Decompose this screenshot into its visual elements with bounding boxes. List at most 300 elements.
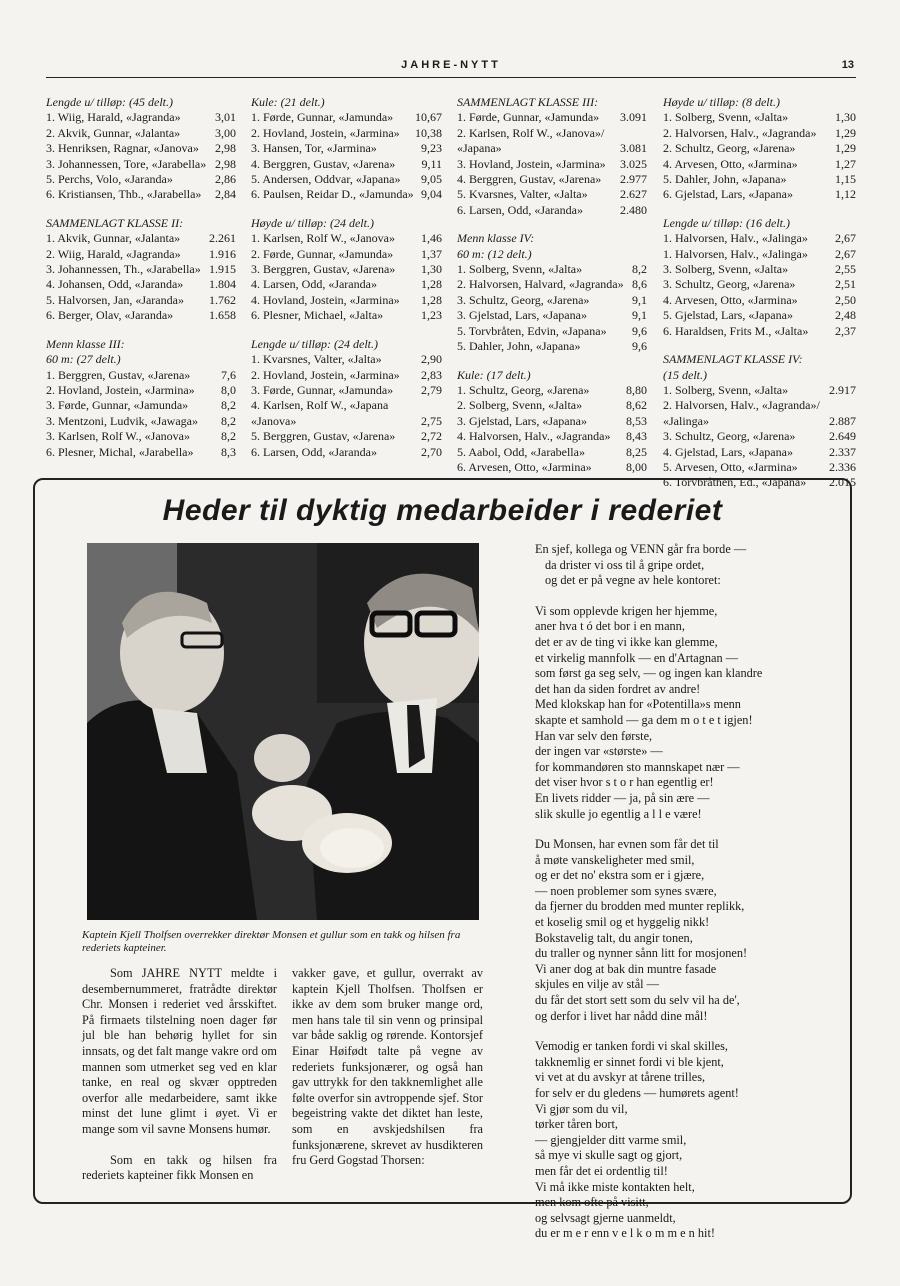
poem-line: takknemlig er sinnet fordi vi ble kjent, (535, 1054, 724, 1069)
result-row (663, 157, 856, 172)
result-row (663, 293, 856, 308)
poem-line: men kom ofte på visitt, (535, 1195, 649, 1210)
result-value: 1.915 (209, 262, 236, 277)
result-name: 6. Kristiansen, Thb., «Jarabella» (46, 187, 202, 202)
result-value: 2,83 (421, 367, 442, 382)
result-value: 2,51 (835, 277, 856, 292)
result-name: «Janova» (251, 413, 297, 428)
poem-line: et koselig smil og et hyggelig nikk! (535, 915, 710, 930)
result-name: 1. Wiig, Harald, «Jagranda» (46, 110, 181, 125)
result-name: 1. Berggren, Gustav, «Jarena» (46, 367, 191, 382)
result-row (663, 110, 856, 125)
result-row (251, 293, 442, 308)
result-row (46, 429, 236, 444)
result-name: 6. Gjelstad, Lars, «Japana» (663, 187, 793, 202)
article-paragraph: vakker gave, et gullur, overrakt av kaptein Kjell Tholfsen. Tholfsen er ikke av dem som bruker mange ord, men hans tale til sin venn og prinsipal var både saklig og rørende. Kontorsjef Einar Høifødt talte på vegne av rederiets funksjonærer, og også han gav uttrykk for den takknemlighet alle følte overfor sin avtroppende sjef. Stor begeistring vakte det diktet han leste, som en avskjedshilsen fra funksjonærene, skrevet av husdikteren fru Gerd Gogstad Thorsen: (292, 966, 483, 1168)
result-value: 2,79 (421, 382, 442, 397)
result-value: 1,15 (835, 172, 856, 187)
result-value: 2.887 (829, 413, 856, 428)
results-column-2 (251, 95, 442, 460)
section-gap (663, 339, 856, 352)
result-value: 8,2 (221, 398, 236, 413)
result-value: 2,55 (835, 262, 856, 277)
result-value: 2,84 (215, 187, 236, 202)
result-row (251, 398, 442, 413)
result-value: 2.627 (620, 187, 647, 202)
result-name: 3. Karlsen, Rolf W., «Janova» (46, 429, 190, 444)
result-row (457, 460, 647, 475)
result-row (457, 110, 647, 125)
result-value: 2.480 (620, 202, 647, 217)
section-heading: Lengde u/ tilløp: (16 delt.) (663, 215, 790, 230)
result-value: 9,1 (632, 308, 647, 323)
result-value: 2.977 (620, 172, 647, 187)
result-row (457, 339, 647, 354)
result-row (457, 414, 647, 429)
section-gap (251, 324, 442, 337)
result-row (46, 398, 236, 413)
poem-line: du er m e r enn v e l k o m m e n hit! (535, 1226, 715, 1241)
result-value: 1,12 (835, 187, 856, 202)
result-name: 1. Solberg, Svenn, «Jalta» (663, 382, 789, 397)
section-heading: Menn klasse III: (46, 336, 125, 351)
result-value: 1.762 (209, 292, 236, 307)
result-name: 6. Torvbråthen, Ed., «Japana» (663, 475, 807, 490)
poem-line: — noen problemer som synes svære, (535, 883, 717, 898)
result-value: 2,50 (835, 292, 856, 307)
result-row (46, 308, 236, 323)
result-name: 5. Andersen, Oddvar, «Japana» (251, 172, 401, 187)
result-value: 8,53 (626, 413, 647, 428)
result-name: 2. Halvorsen, Halv., «Jagranda»/ (663, 398, 820, 413)
result-row (46, 383, 236, 398)
result-value: 1,27 (835, 156, 856, 171)
result-value: 7,6 (221, 367, 236, 382)
result-row (251, 247, 442, 262)
poem-line: Vi må ikke miste kontakten helt, (535, 1179, 695, 1194)
result-name: 4. Halvorsen, Halv., «Jagranda» (457, 429, 611, 444)
result-row (251, 231, 442, 246)
result-row (46, 293, 236, 308)
result-name: 2. Karlsen, Rolf W., «Janova»/ (457, 125, 605, 140)
result-value: 8,80 (626, 382, 647, 397)
result-name: 4. Arvesen, Otto, «Jarmina» (663, 156, 798, 171)
result-name: 1. Karlsen, Rolf W., «Janova» (251, 231, 395, 246)
result-name: 3. Johannessen, Th., «Jarabella» (46, 262, 201, 277)
results-column-4 (663, 95, 856, 491)
poem-line: det viser hvor s t o r han egentlig er! (535, 775, 714, 790)
result-name: 4. Larsen, Odd, «Jaranda» (251, 277, 377, 292)
poem-line: og det er på vegne av hele kontoret: (545, 573, 721, 588)
result-value: 9,11 (421, 156, 442, 171)
result-value: 8,3 (221, 444, 236, 459)
poem-line: Vi aner dog at bak din muntre fasade (535, 961, 717, 976)
result-row (251, 187, 442, 202)
article-body-column-1 (82, 966, 277, 1199)
section-heading: Kule: (21 delt.) (251, 95, 325, 109)
result-name: «Jalinga» (663, 413, 709, 428)
section-heading: Menn klasse IV: (457, 231, 535, 246)
section-subheading: 60 m: (27 delt.) (46, 352, 121, 367)
result-value: 2,48 (835, 308, 856, 323)
poem-line: — gjengjelder ditt varme smil, (535, 1132, 687, 1147)
result-row (46, 187, 236, 202)
result-name: 3. Schultz, Georg, «Jarena» (663, 429, 796, 444)
result-name: 1. Schultz, Georg, «Jarena» (457, 382, 590, 397)
result-row (251, 277, 442, 292)
poem-line: slik skulle jo egentlig a l l e være! (535, 806, 702, 821)
poem-line: tørker tåren bort, (535, 1117, 618, 1132)
result-name: 2. Hovland, Jostein, «Jarmina» (251, 125, 400, 140)
result-name: 4. Arvesen, Otto, «Jarmina» (663, 292, 798, 307)
result-name: 2. Hovland, Jostein, «Jarmina» (251, 367, 400, 382)
result-value: 3,00 (215, 125, 236, 140)
photo-illustration (87, 543, 479, 920)
result-row (251, 414, 442, 429)
poem-stanza (535, 1039, 825, 1242)
page-header (46, 59, 856, 78)
result-value: 2,98 (215, 156, 236, 171)
result-value: 2.649 (829, 429, 856, 444)
poem-line: da drister vi oss til å gripe ordet, (545, 557, 705, 572)
article-body-column-2 (292, 966, 483, 1184)
poem-line: vi vet at du avskyr at tårene trilles, (535, 1070, 706, 1085)
poem-line: Du Monsen, har evnen som får det til (535, 837, 719, 852)
result-name: 6. Paulsen, Reidar D., «Jamunda» (251, 187, 414, 202)
result-row (663, 277, 856, 292)
publication-title: JAHRE-NYTT (401, 59, 501, 71)
result-row (663, 126, 856, 141)
result-name: 3. Førde, Gunnar, «Jamunda» (46, 398, 189, 413)
result-name: 5. Dahler, John, «Japana» (663, 172, 787, 187)
poem-line: å møte vanskeligheter med smil, (535, 852, 695, 867)
section-gap (457, 355, 647, 368)
result-name: 3. Solberg, Svenn, «Jalta» (663, 262, 789, 277)
result-value: 1,46 (421, 231, 442, 246)
poem-line: du får det stort sett som du selv vil ha de', (535, 993, 740, 1008)
result-value: 9,6 (632, 323, 647, 338)
result-name: 3. Schultz, Georg, «Jarena» (663, 277, 796, 292)
result-value: 1,23 (421, 308, 442, 323)
section-gap (251, 203, 442, 216)
result-row (46, 445, 236, 460)
result-row (663, 141, 856, 156)
result-value: 1.658 (209, 308, 236, 323)
result-value: 2,98 (215, 141, 236, 156)
section-subheading: 60 m: (12 delt.) (457, 246, 532, 261)
result-name: 3. Henriksen, Ragnar, «Janova» (46, 141, 199, 156)
farewell-poem (535, 542, 825, 1257)
result-row (663, 429, 856, 444)
poem-line: Vi som opplevde krigen her hjemme, (535, 603, 718, 618)
result-row (457, 172, 647, 187)
result-name: 5. Berggren, Gustav, «Jarena» (251, 429, 396, 444)
result-name: 1. Kvarsnes, Valter, «Jalta» (251, 352, 382, 367)
result-value: 2.015 (829, 475, 856, 490)
result-value: 10,67 (415, 110, 442, 125)
result-name: 4. Gjelstad, Lars, «Japana» (663, 444, 793, 459)
result-value: 1,30 (835, 110, 856, 125)
result-value: 2,67 (835, 231, 856, 246)
result-row (46, 368, 236, 383)
poem-line: det er av de ting vi ikke kan glemme, (535, 634, 718, 649)
poem-stanza (535, 604, 825, 822)
result-row (251, 157, 442, 172)
result-value: 2,67 (835, 246, 856, 261)
result-row (663, 262, 856, 277)
result-row (457, 308, 647, 323)
result-name: 6. Arvesen, Otto, «Jarmina» (457, 459, 592, 474)
poem-line: En livets ridder — ja, på sin ære — (535, 790, 710, 805)
result-row (457, 187, 647, 202)
result-row (46, 157, 236, 172)
result-value: 9,04 (421, 187, 442, 202)
result-value: 1,37 (421, 246, 442, 261)
result-value (644, 126, 647, 141)
result-row (46, 126, 236, 141)
result-row (457, 262, 647, 277)
result-name: 3. Førde, Gunnar, «Jamunda» (251, 382, 394, 397)
result-row (457, 126, 647, 141)
article-box (33, 478, 852, 1241)
result-value: 8,43 (626, 429, 647, 444)
result-row (663, 414, 856, 429)
article-paragraph: Som JAHRE NYTT meldte i desembernummeret, fratrådte direktør Chr. Monsen i rederiet ved årsskiftet. På firmaets tilstelning noen dager før jul ble han behørig hyllet for sin innsats, og det falt mange vakre ord om mannen som utmerket seg ved en klar tanke, en real og skvær opptreden overfor alle medarbeidere, samt ikke minst det lune glimt i øyet. Vi er mange som vil savne Monsens humør. (82, 966, 277, 1136)
article-photo (87, 543, 479, 920)
result-row (251, 141, 442, 156)
section-heading: SAMMENLAGT KLASSE III: (457, 95, 599, 109)
result-value: 9,05 (421, 172, 442, 187)
result-value: 3.091 (620, 110, 647, 125)
result-value: 3,01 (215, 110, 236, 125)
result-name: 5. Dahler, John, «Japana» (457, 339, 581, 354)
poem-line: skapte et samhold — ga dem m o t e t igjen! (535, 712, 753, 727)
result-row (46, 172, 236, 187)
result-row (46, 110, 236, 125)
result-row (251, 368, 442, 383)
poem-line: og selvsagt gjerne uanmeldt, (535, 1210, 676, 1225)
result-name: 1. Solberg, Svenn, «Jalta» (457, 262, 583, 277)
result-row (46, 231, 236, 246)
result-name: 1. Førde, Gunnar, «Jamunda» (251, 110, 394, 125)
result-name: «Japana» (457, 141, 502, 156)
result-row (46, 414, 236, 429)
result-name: 3. Hansen, Tor, «Jarmina» (251, 141, 377, 156)
result-value: 2,70 (421, 444, 442, 459)
result-row (663, 383, 856, 398)
result-name: 2. Schultz, Georg, «Jarena» (663, 141, 796, 156)
result-value: 8,62 (626, 398, 647, 413)
result-name: 2. Halvorsen, Halv., «Jagranda» (663, 125, 817, 140)
result-value: 2,37 (835, 323, 856, 338)
poem-stanza (535, 542, 825, 589)
result-name: 2. Førde, Gunnar, «Jamunda» (251, 246, 394, 261)
result-name: 1. Akvik, Gunnar, «Jalanta» (46, 231, 181, 246)
result-name: 2. Wiig, Harald, «Jagranda» (46, 246, 181, 261)
result-name: 4. Berggren, Gustav, «Jarena» (457, 172, 602, 187)
result-name: 2. Solberg, Svenn, «Jalta» (457, 398, 583, 413)
result-row (46, 141, 236, 156)
result-name: 1. Solberg, Svenn, «Jalta» (663, 110, 789, 125)
section-gap (457, 218, 647, 231)
result-row (663, 398, 856, 413)
poem-line: men får det ei ordentlig til! (535, 1163, 668, 1178)
result-value (439, 398, 442, 413)
result-value: 2,72 (421, 429, 442, 444)
result-name: 4. Berggren, Gustav, «Jarena» (251, 156, 396, 171)
result-row (46, 262, 236, 277)
result-value: 8,6 (632, 277, 647, 292)
results-column-1 (46, 95, 236, 460)
result-name: 4. Hovland, Jostein, «Jarmina» (251, 292, 400, 307)
result-name: 6. Plesner, Michal, «Jarabella» (46, 444, 194, 459)
result-row (457, 429, 647, 444)
result-name: 1. Halvorsen, Halv., «Jalinga» (663, 231, 808, 246)
result-name: 6. Berger, Olav, «Jaranda» (46, 308, 174, 323)
result-value: 8,0 (221, 382, 236, 397)
result-row (457, 398, 647, 413)
section-heading: Høyde u/ tilløp: (8 delt.) (663, 95, 780, 109)
result-value: 2,86 (215, 172, 236, 187)
result-row (251, 352, 442, 367)
result-value: 1.916 (209, 246, 236, 261)
page-number: 13 (841, 59, 854, 71)
result-row (663, 231, 856, 246)
result-name: 3. Hovland, Jostein, «Jarmina» (457, 156, 606, 171)
poem-line: Med klokskap han for «Potentilla»s menn (535, 697, 741, 712)
result-name: 2. Halvorsen, Halvard, «Jagranda» (457, 277, 624, 292)
result-name: 3. Mentzoni, Ludvik, «Jawaga» (46, 413, 198, 428)
result-value: 2.336 (829, 459, 856, 474)
result-row (457, 203, 647, 218)
result-value: 2.261 (209, 231, 236, 246)
result-name: 6. Larsen, Odd, «Jaranda» (457, 202, 583, 217)
section-gap (46, 203, 236, 216)
poem-line: og derfor i livet har nådd dine mål! (535, 1008, 708, 1023)
poem-line: du traller og nynner sånn litt for mosjonen! (535, 946, 748, 961)
result-value: 2.337 (829, 444, 856, 459)
result-row (251, 383, 442, 398)
poem-line: Vemodig er tanken fordi vi skal skilles, (535, 1039, 728, 1054)
poem-line: et virkelig mannfolk — en d'Artagnan — (535, 650, 739, 665)
result-row (457, 383, 647, 398)
section-subheading: (15 delt.) (663, 367, 707, 382)
article-paragraph: Som en takk og hilsen fra rederiets kapteiner fikk Monsen en (82, 1152, 277, 1183)
result-value: 3.081 (620, 141, 647, 156)
result-row (251, 262, 442, 277)
result-value: 10,38 (415, 125, 442, 140)
poem-line: Bokstavelig talt, du angir tonen, (535, 930, 693, 945)
result-value: 1,30 (421, 262, 442, 277)
result-name: 4. Karlsen, Rolf W., «Japana (251, 398, 389, 413)
result-value: 2.917 (829, 382, 856, 397)
poem-line: da fjerner du brodden med munter replikk, (535, 899, 745, 914)
poem-line: aner hva t ó det bor i en mann, (535, 619, 685, 634)
result-row (457, 141, 647, 156)
result-name: 5. Perchs, Volo, «Jaranda» (46, 172, 173, 187)
result-row (46, 247, 236, 262)
result-value: 1,29 (835, 125, 856, 140)
result-name: 5. Halvorsen, Jan, «Jaranda» (46, 292, 184, 307)
result-name: 5. Torvbråten, Edvin, «Japana» (457, 323, 607, 338)
section-gap (663, 203, 856, 216)
result-name: 3. Schultz, Georg, «Jarena» (457, 292, 590, 307)
result-row (251, 126, 442, 141)
result-row (251, 172, 442, 187)
result-row (251, 429, 442, 444)
result-row (663, 172, 856, 187)
result-name: 6. Plesner, Michael, «Jalta» (251, 308, 384, 323)
result-value: 2,90 (421, 352, 442, 367)
result-value: 8,2 (632, 262, 647, 277)
poem-line: skjules en vilje av stål — (535, 977, 659, 992)
result-row (251, 110, 442, 125)
section-heading: SAMMENLAGT KLASSE IV: (663, 352, 803, 367)
result-value: 9,1 (632, 292, 647, 307)
result-name: 3. Berggren, Gustav, «Jarena» (251, 262, 396, 277)
result-value: 9,23 (421, 141, 442, 156)
poem-line: og er det no' ekstra som er i gjære, (535, 868, 705, 883)
result-row (251, 445, 442, 460)
result-name: 2. Hovland, Jostein, «Jarmina» (46, 382, 195, 397)
result-value: 1,28 (421, 292, 442, 307)
result-value: 1,28 (421, 277, 442, 292)
section-heading: Høyde u/ tilløp: (24 delt.) (251, 215, 374, 230)
photo-caption: Kaptein Kjell Tholfsen overrekker direktør Monsen et gullur som en takk og hilsen fra rederiets kapteiner. (82, 929, 461, 954)
result-value: 8,2 (221, 413, 236, 428)
poem-line: det han da siden fordret av andre! (535, 681, 701, 696)
result-name: 5. Gjelstad, Lars, «Japana» (663, 308, 793, 323)
result-value: 8,00 (626, 459, 647, 474)
result-value: 2,75 (421, 413, 442, 428)
poem-line: så mye vi skulle sagt og gjort, (535, 1148, 683, 1163)
result-name: 5. Kvarsnes, Valter, «Jalta» (457, 187, 588, 202)
section-heading: Lengde u/ tilløp: (45 delt.) (46, 95, 173, 109)
result-row (46, 277, 236, 292)
section-heading: SAMMENLAGT KLASSE II: (46, 215, 184, 230)
result-name: 3. Gjelstad, Lars, «Japana» (457, 413, 587, 428)
result-name: 5. Arvesen, Otto, «Jarmina» (663, 459, 798, 474)
result-value: 1,29 (835, 141, 856, 156)
result-row (457, 445, 647, 460)
poem-line: som først ga seg selv, — og ingen kan klandre (535, 666, 763, 681)
poem-line: for kommandøren sto mannskapet nær — (535, 759, 740, 774)
result-row (457, 293, 647, 308)
result-row (663, 187, 856, 202)
result-name: 2. Akvik, Gunnar, «Jalanta» (46, 125, 181, 140)
result-value: 1.804 (209, 277, 236, 292)
result-value: 8,25 (626, 444, 647, 459)
result-value: 8,2 (221, 429, 236, 444)
result-row (457, 277, 647, 292)
poem-stanza (535, 837, 825, 1024)
poem-line: for selv er du gledens — humørets agent! (535, 1086, 739, 1100)
result-value: 3.025 (620, 156, 647, 171)
result-name: 3. Johannessen, Tore, «Jarabella» (46, 156, 207, 171)
result-value: 9,6 (632, 339, 647, 354)
result-name: 3. Gjelstad, Lars, «Japana» (457, 308, 587, 323)
result-name: 1. Halvorsen, Halv., «Jalinga» (663, 246, 808, 261)
result-row (663, 460, 856, 475)
result-value (853, 398, 856, 413)
section-heading: Kule: (17 delt.) (457, 367, 531, 382)
section-gap (46, 324, 236, 337)
poem-line: Han var selv den første, (535, 728, 653, 743)
results-column-3 (457, 95, 647, 475)
result-name: 5. Aabol, Odd, «Jarabella» (457, 444, 585, 459)
article-headline: Heder til dyktig medarbeider i rederiet (162, 494, 723, 527)
poem-line: der ingen var «største» — (535, 744, 663, 759)
